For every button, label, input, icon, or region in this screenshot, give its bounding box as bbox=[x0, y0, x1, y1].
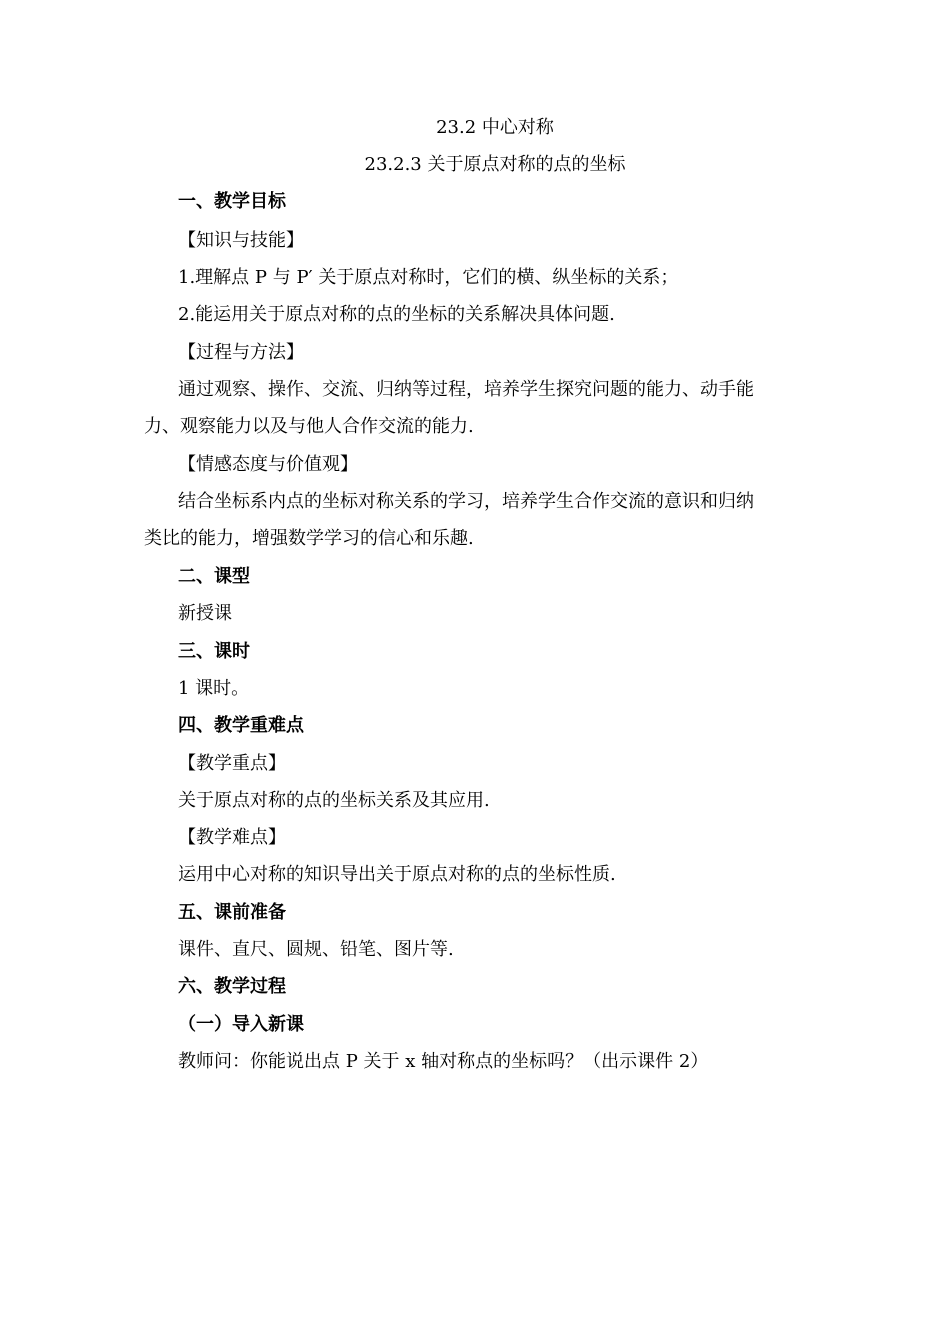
emotion-values-label: 【情感态度与价值观】 bbox=[178, 454, 358, 475]
emotion-paragraph-line-2: 类比的能力，增强数学学习的信心和乐趣. bbox=[144, 528, 474, 549]
process-paragraph-line-1: 通过观察、操作、交流、归纳等过程，培养学生探究问题的能力、动手能 bbox=[178, 379, 754, 400]
lesson-hours-text: 1 课时。 bbox=[178, 678, 250, 699]
process-paragraph-line-2: 力、观察能力以及与他人合作交流的能力. bbox=[144, 416, 474, 437]
section-2-heading: 二、课型 bbox=[178, 566, 250, 587]
preparation-text: 课件、直尺、圆规、铅笔、图片等. bbox=[178, 939, 454, 960]
knowledge-item-2: 2.能运用关于原点对称的点的坐标的关系解决具体问题. bbox=[178, 304, 615, 325]
document-title: 23.2 中心对称 bbox=[436, 117, 554, 138]
section-3-heading: 三、课时 bbox=[178, 641, 250, 662]
section-6-heading: 六、教学过程 bbox=[178, 976, 286, 997]
key-points-label: 【教学重点】 bbox=[178, 753, 286, 774]
section-5-heading: 五、课前准备 bbox=[178, 902, 286, 923]
emotion-paragraph-line-1: 结合坐标系内点的坐标对称关系的学习，培养学生合作交流的意识和归纳 bbox=[178, 491, 754, 512]
difficult-points-label: 【教学难点】 bbox=[178, 827, 286, 848]
teacher-question-text: 教师问：你能说出点 P 关于 x 轴对称点的坐标吗？（出示课件 2） bbox=[178, 1051, 709, 1072]
difficult-points-text: 运用中心对称的知识导出关于原点对称的点的坐标性质. bbox=[178, 864, 616, 885]
section-4-heading: 四、教学重难点 bbox=[178, 715, 304, 736]
key-points-text: 关于原点对称的点的坐标关系及其应用. bbox=[178, 790, 490, 811]
section-1-heading: 一、教学目标 bbox=[178, 191, 286, 212]
knowledge-item-1: 1.理解点 P 与 P′ 关于原点对称时，它们的横、纵坐标的关系； bbox=[178, 267, 679, 288]
process-method-label: 【过程与方法】 bbox=[178, 342, 304, 363]
document-subtitle: 23.2.3 关于原点对称的点的坐标 bbox=[364, 154, 626, 175]
knowledge-skills-label: 【知识与技能】 bbox=[178, 230, 304, 251]
lesson-type-text: 新授课 bbox=[178, 603, 232, 624]
section-6-subheading: （一）导入新课 bbox=[178, 1014, 304, 1035]
